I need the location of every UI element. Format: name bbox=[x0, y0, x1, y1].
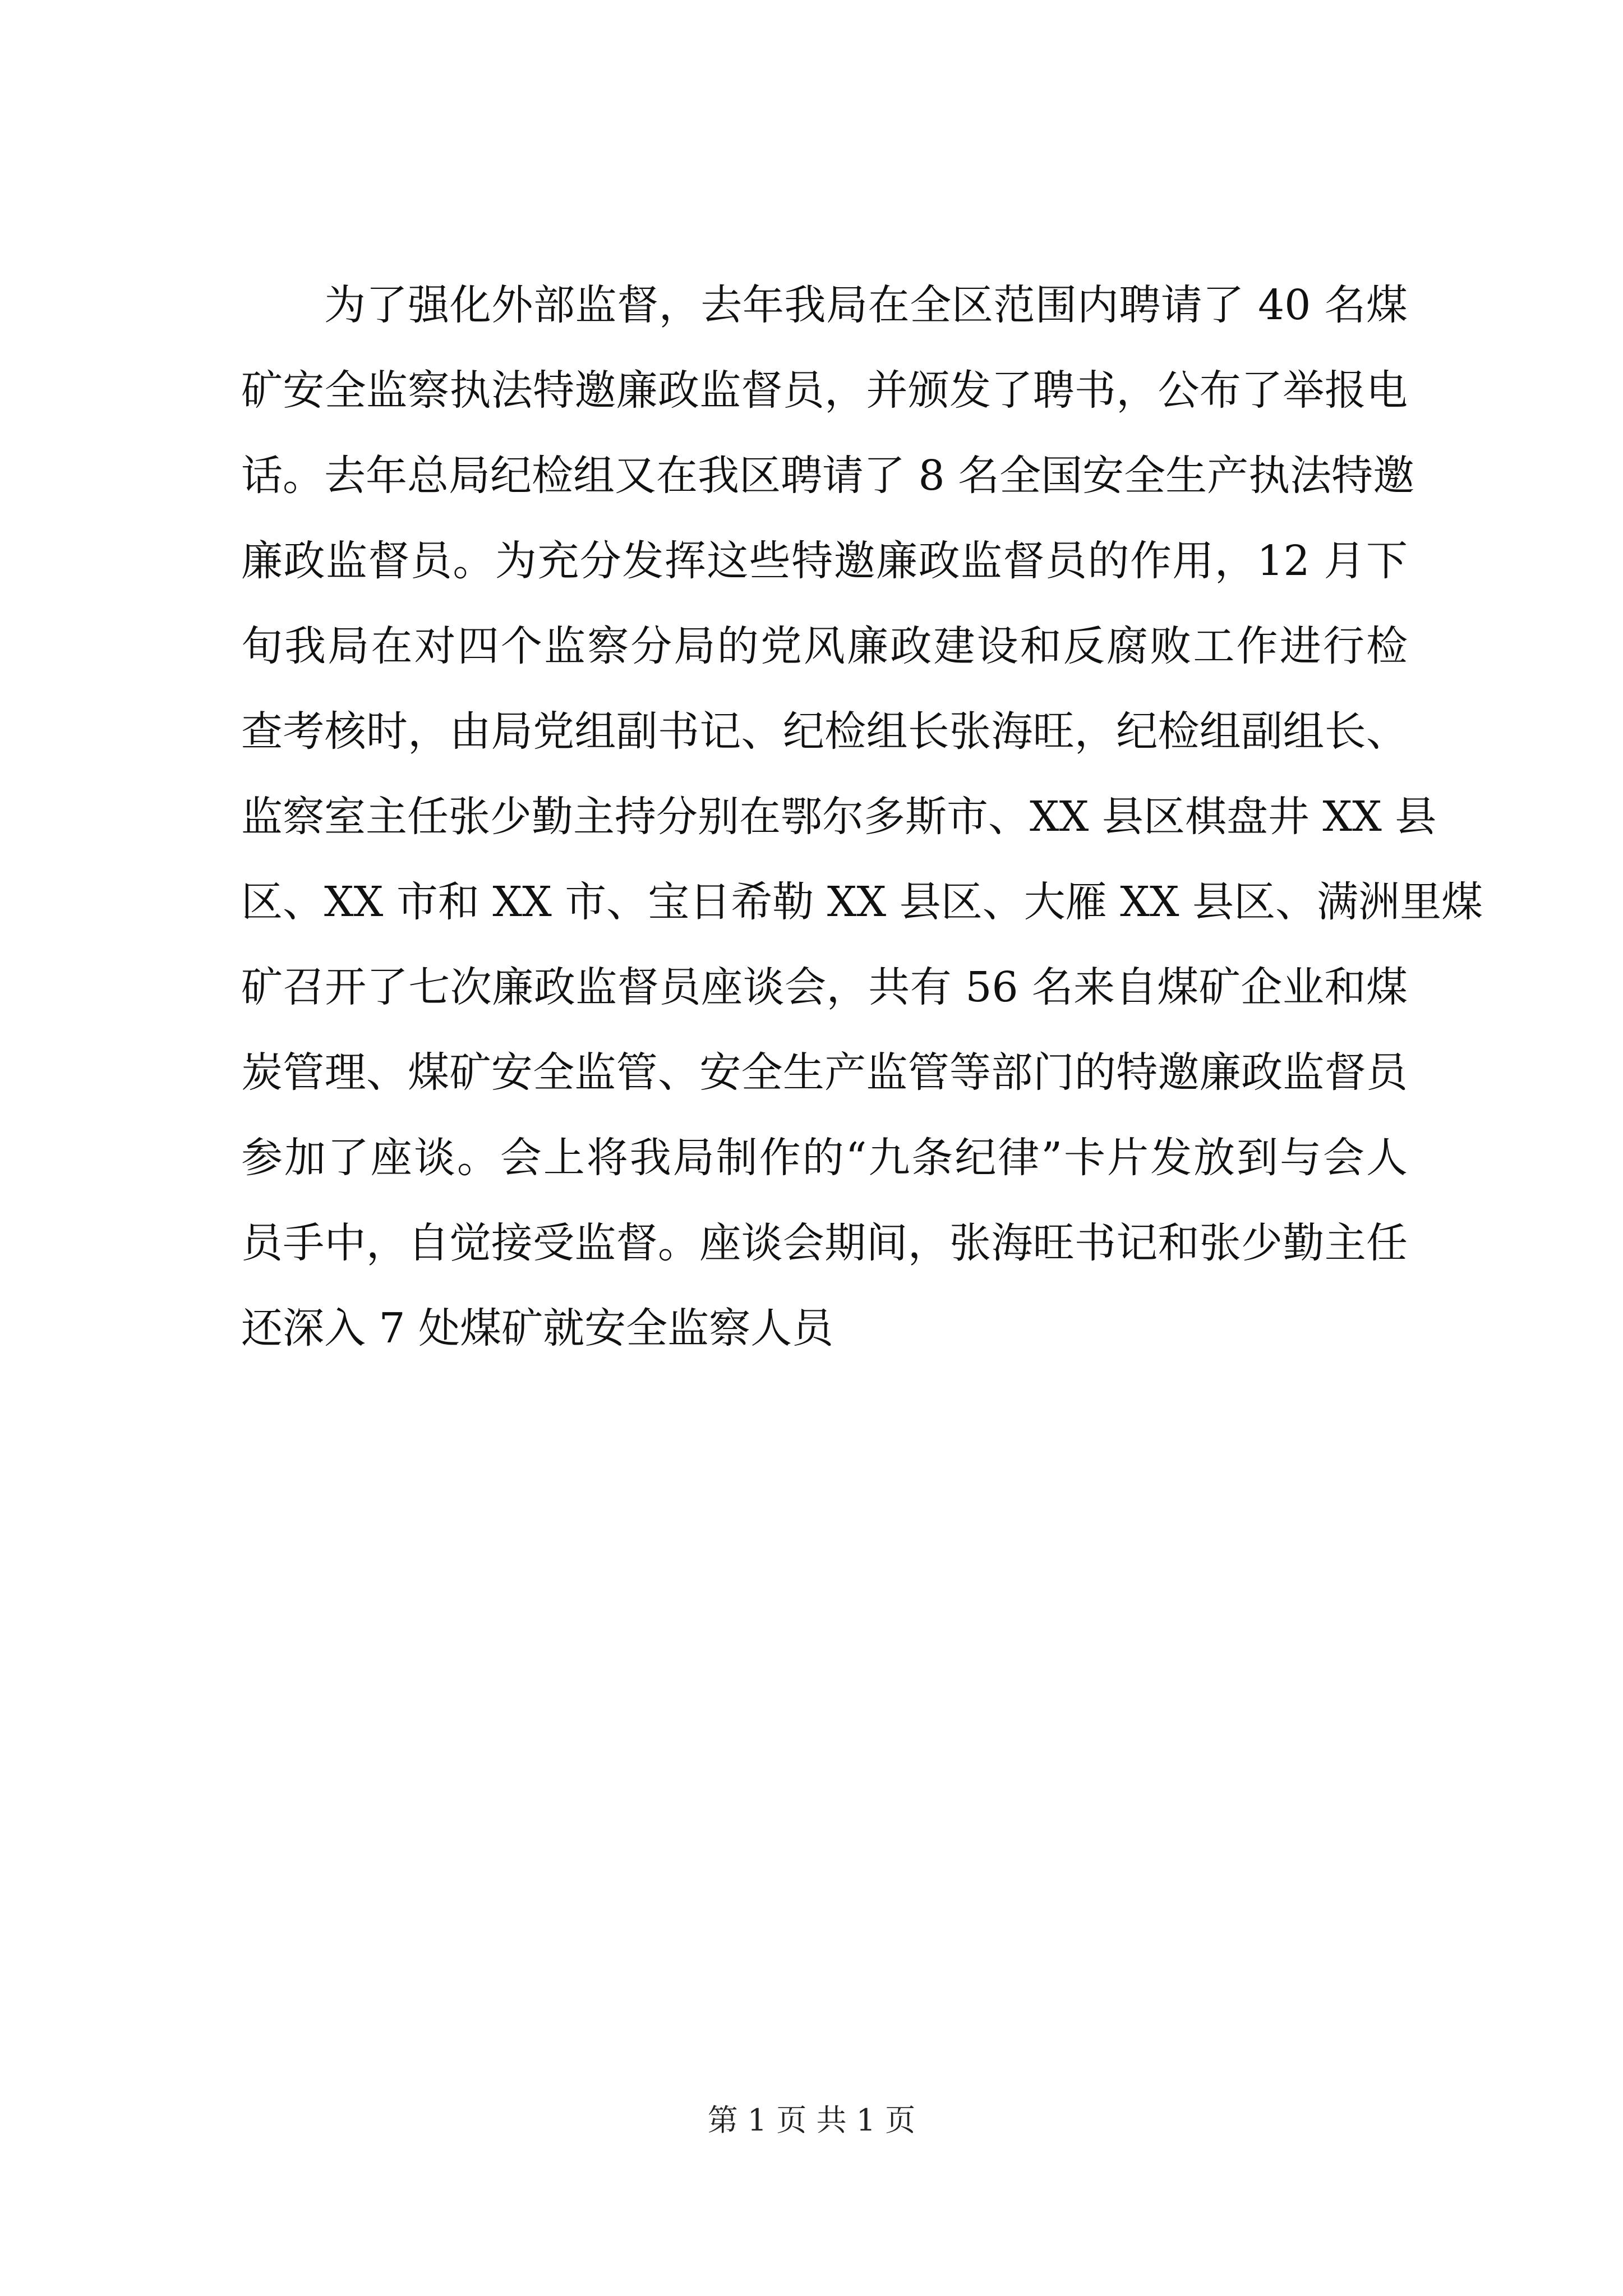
paragraph-line-13: 还深入 7 处煤矿就安全监察人员 bbox=[241, 1304, 834, 1352]
paragraph-line-2: 矿安全监察执法特邀廉政监督员，并颁发了聘书，公布了举报电 bbox=[241, 366, 1408, 415]
paragraph-line-1: 为了强化外部监督，去年我局在全区范围内聘请了 40 名煤 bbox=[324, 281, 1408, 329]
body-paragraph bbox=[241, 263, 1483, 1371]
page-number-footer: 第 1 页 共 1 页 bbox=[707, 2102, 916, 2138]
paragraph-line-8: 区、XX 市和 XX 市、宝日希勒 XX 县区、大雁 XX 县区、满洲里煤 bbox=[241, 878, 1483, 926]
paragraph-line-9: 矿召开了七次廉政监督员座谈会，共有 56 名来自煤矿企业和煤 bbox=[241, 963, 1408, 1011]
paragraph-line-3: 话。去年总局纪检组又在我区聘请了 8 名全国安全生产执法特邀 bbox=[241, 452, 1415, 500]
paragraph-line-12: 员手中，自觉接受监督。座谈会期间，张海旺书记和张少勤主任 bbox=[241, 1219, 1408, 1267]
paragraph-line-11: 参加了座谈。会上将我局制作的“九条纪律”卡片发放到与会人 bbox=[241, 1134, 1408, 1182]
paragraph-line-5: 旬我局在对四个监察分局的党风廉政建设和反腐败工作进行检 bbox=[241, 622, 1408, 670]
paragraph-line-4: 廉政监督员。为充分发挥这些特邀廉政监督员的作用，12 月下 bbox=[241, 537, 1408, 585]
paragraph-line-10: 炭管理、煤矿安全监管、安全生产监管等部门的特邀廉政监督员 bbox=[241, 1048, 1408, 1097]
paragraph-line-6: 查考核时，由局党组副书记、纪检组长张海旺，纪检组副组长、 bbox=[241, 707, 1408, 756]
paragraph-line-7: 监察室主任张少勤主持分别在鄂尔多斯市、XX 县区棋盘井 XX 县 bbox=[241, 793, 1437, 841]
